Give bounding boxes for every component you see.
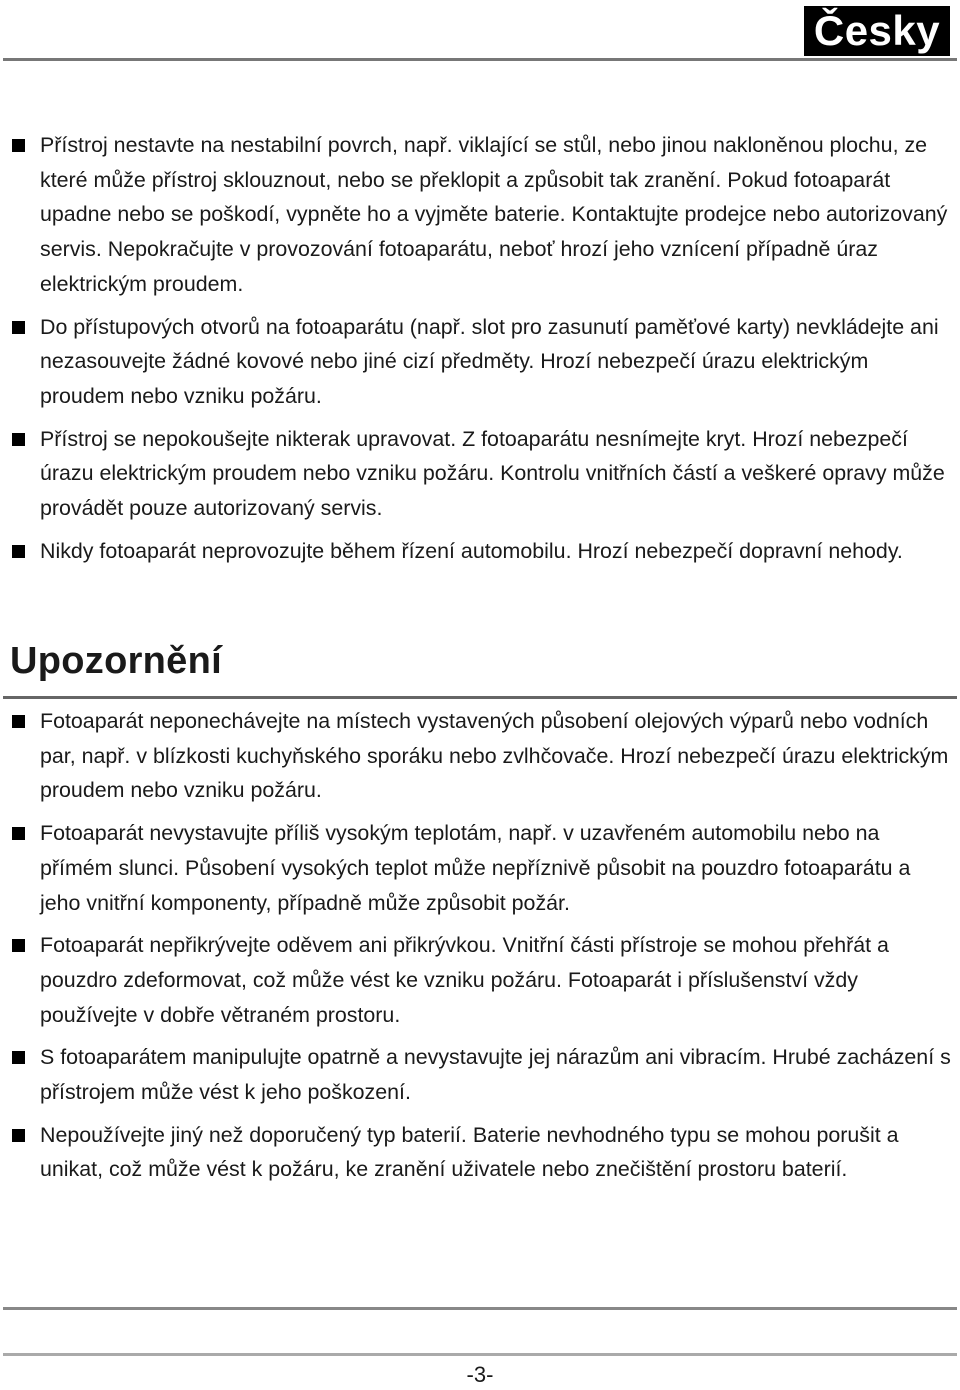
- list-item: [0, 310, 960, 414]
- square-bullet-icon: [12, 545, 25, 558]
- caution-list: [0, 704, 960, 1187]
- square-bullet-icon: [12, 139, 25, 152]
- list-item-text: Přístroj nestavte na nestabilní povrch, např. viklající se stůl, nebo jinou nakloněnou plochu, ze které může přístroj sklouznout, nebo se překlopit a způsobit tak zranění. Pokud fotoaparát upadne nebo se poškodí, vypněte ho a vyjměte baterie. Kontaktujte prodejce nebo autorizovaný servis. Nepokračujte v provozování fotoaparátu, neboť hrozí jeho vznícení případně úraz elektrickým proudem.: [40, 133, 948, 296]
- list-item: [0, 1040, 960, 1109]
- square-bullet-icon: [12, 827, 25, 840]
- list-item-text: Fotoaparát neponechávejte na místech vystavených působení olejových výparů nebo vodních par, např. v blízkosti kuchyňského sporáku nebo zvlhčovače. Hrozí nebezpečí úrazu elektrickým proudem nebo vzniku požáru.: [40, 709, 949, 803]
- square-bullet-icon: [12, 939, 25, 952]
- square-bullet-icon: [12, 1051, 25, 1064]
- square-bullet-icon: [12, 1129, 25, 1142]
- list-item-text: Nepoužívejte jiný než doporučený typ baterií. Baterie nevhodného typu se mohou porušit a unikat, což může vést k požáru, ke zranění uživatele nebo znečištění prostoru baterií.: [40, 1122, 899, 1182]
- square-bullet-icon: [12, 321, 25, 334]
- list-item: [0, 534, 960, 569]
- list-item-text: Přístroj se nepokoušejte nikterak upravovat. Z fotoaparátu nesnímejte kryt. Hrozí nebezpečí úrazu elektrickým proudem nebo vzniku požáru. Kontrolu vnitřních částí a veškeré opravy může provádět pouze autorizovaný servis.: [40, 426, 945, 521]
- header-divider: [3, 58, 957, 61]
- list-item: [0, 128, 960, 302]
- heading-divider: [3, 696, 957, 699]
- list-item-text: Do přístupových otvorů na fotoaparátu (např. slot pro zasunutí paměťové karty) nevkládejte ani nezasouvejte žádné kovové nebo jiné cizí předměty. Hrozí nebezpečí úrazu elektrickým proudem nebo vzniku požáru.: [40, 314, 939, 408]
- section-heading: Upozornění: [10, 640, 222, 682]
- list-item-text: Fotoaparát nevystavujte příliš vysokým teplotám, např. v uzavřeném automobilu nebo na přímém slunci. Působení vysokých teplot může nepříznivě působit na pouzdro fotoaparátu a jeho vnitřní komponenty, případně může způsobit požár.: [40, 821, 911, 915]
- footer-divider: [3, 1307, 957, 1310]
- list-item-text: S fotoaparátem manipulujte opatrně a nevystavujte jej nárazům ani vibracím. Hrubé zacházení s přístrojem může vést k jeho poškození.: [40, 1045, 951, 1105]
- list-item: [0, 422, 960, 526]
- list-item: [0, 1118, 960, 1187]
- safety-warnings-list: [0, 128, 960, 568]
- square-bullet-icon: [12, 715, 25, 728]
- list-item: [0, 704, 960, 808]
- list-item-text: Nikdy fotoaparát neprovozujte během řízení automobilu. Hrozí nebezpečí dopravní nehody.: [40, 538, 903, 563]
- language-badge: Česky: [804, 6, 950, 56]
- page-number: -3-: [466, 1362, 494, 1387]
- square-bullet-icon: [12, 433, 25, 446]
- list-item-text: Fotoaparát nepřikrývejte oděvem ani přikrývkou. Vnitřní části přístroje se mohou přehřát a pouzdro zdeformovat, což může vést ke vzniku požáru. Fotoaparát i příslušenství vždy používejte v dobře větraném prostoru.: [40, 933, 889, 1027]
- list-item: [0, 928, 960, 1032]
- list-item: [0, 816, 960, 920]
- footer-divider-secondary: [3, 1353, 957, 1356]
